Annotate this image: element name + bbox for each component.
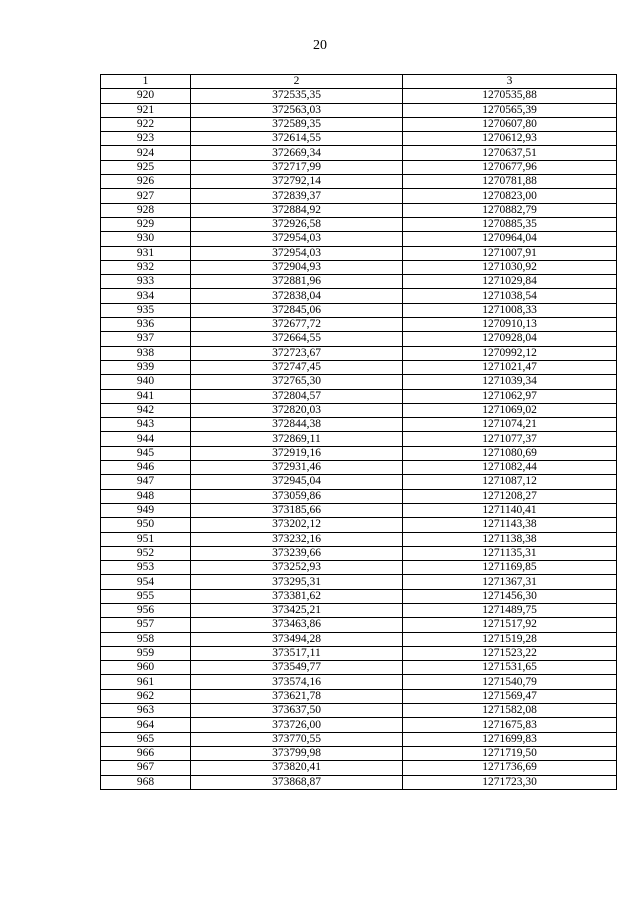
table-row	[101, 289, 617, 303]
y-coordinate-cell: 1270882,79	[403, 203, 617, 217]
point-number-cell: 952	[101, 546, 191, 560]
table-row	[101, 360, 617, 374]
point-number-cell: 934	[101, 289, 191, 303]
table-row	[101, 217, 617, 231]
x-coordinate-cell: 373059,86	[191, 489, 403, 503]
point-number-cell: 946	[101, 461, 191, 475]
y-coordinate-cell: 1271169,85	[403, 561, 617, 575]
column-header: 3	[403, 75, 617, 89]
table-row	[101, 375, 617, 389]
y-coordinate-cell: 1271038,54	[403, 289, 617, 303]
x-coordinate-cell: 372723,67	[191, 346, 403, 360]
x-coordinate-cell: 373185,66	[191, 503, 403, 517]
point-number-cell: 939	[101, 360, 191, 374]
point-number-cell: 936	[101, 318, 191, 332]
point-number-cell: 956	[101, 603, 191, 617]
table-row	[101, 704, 617, 718]
table-row	[101, 89, 617, 103]
y-coordinate-cell: 1271039,34	[403, 375, 617, 389]
table-row	[101, 589, 617, 603]
y-coordinate-cell: 1271699,83	[403, 732, 617, 746]
point-number-cell: 966	[101, 746, 191, 760]
x-coordinate-cell: 373574,16	[191, 675, 403, 689]
point-number-cell: 933	[101, 275, 191, 289]
y-coordinate-cell: 1271030,92	[403, 260, 617, 274]
x-coordinate-cell: 373621,78	[191, 689, 403, 703]
y-coordinate-cell: 1271531,65	[403, 661, 617, 675]
table-row	[101, 646, 617, 660]
point-number-cell: 958	[101, 632, 191, 646]
y-coordinate-cell: 1271062,97	[403, 389, 617, 403]
point-number-cell: 964	[101, 718, 191, 732]
table-row	[101, 746, 617, 760]
coordinates-table	[100, 74, 617, 790]
y-coordinate-cell: 1271080,69	[403, 446, 617, 460]
table-row	[101, 203, 617, 217]
x-coordinate-cell: 372820,03	[191, 403, 403, 417]
point-number-cell: 943	[101, 418, 191, 432]
table-row	[101, 389, 617, 403]
x-coordinate-cell: 372904,93	[191, 260, 403, 274]
table-row	[101, 189, 617, 203]
y-coordinate-cell: 1270964,04	[403, 232, 617, 246]
y-coordinate-cell: 1271029,84	[403, 275, 617, 289]
x-coordinate-cell: 372869,11	[191, 432, 403, 446]
point-number-cell: 950	[101, 518, 191, 532]
y-coordinate-cell: 1271736,69	[403, 761, 617, 775]
point-number-cell: 940	[101, 375, 191, 389]
x-coordinate-cell: 372792,14	[191, 175, 403, 189]
x-coordinate-cell: 372954,03	[191, 232, 403, 246]
point-number-cell: 926	[101, 175, 191, 189]
table-row	[101, 446, 617, 460]
table-row	[101, 732, 617, 746]
x-coordinate-cell: 372839,37	[191, 189, 403, 203]
point-number-cell: 968	[101, 775, 191, 789]
table-row	[101, 689, 617, 703]
table-row	[101, 503, 617, 517]
point-number-cell: 957	[101, 618, 191, 632]
point-number-cell: 962	[101, 689, 191, 703]
point-number-cell: 948	[101, 489, 191, 503]
point-number-cell: 920	[101, 89, 191, 103]
x-coordinate-cell: 373799,98	[191, 746, 403, 760]
point-number-cell: 960	[101, 661, 191, 675]
table-row	[101, 461, 617, 475]
y-coordinate-cell: 1271582,08	[403, 704, 617, 718]
y-coordinate-cell: 1270992,12	[403, 346, 617, 360]
point-number-cell: 928	[101, 203, 191, 217]
y-coordinate-cell: 1270677,96	[403, 160, 617, 174]
y-coordinate-cell: 1271021,47	[403, 360, 617, 374]
table-row	[101, 146, 617, 160]
y-coordinate-cell: 1270910,13	[403, 318, 617, 332]
y-coordinate-cell: 1270781,88	[403, 175, 617, 189]
point-number-cell: 941	[101, 389, 191, 403]
x-coordinate-cell: 373726,00	[191, 718, 403, 732]
y-coordinate-cell: 1271007,91	[403, 246, 617, 260]
table-row	[101, 246, 617, 260]
table-row	[101, 761, 617, 775]
y-coordinate-cell: 1270928,04	[403, 332, 617, 346]
point-number-cell: 923	[101, 132, 191, 146]
page-number: 20	[313, 38, 327, 53]
point-number-cell: 927	[101, 189, 191, 203]
table-row	[101, 532, 617, 546]
point-number-cell: 937	[101, 332, 191, 346]
table-row	[101, 418, 617, 432]
point-number-cell: 945	[101, 446, 191, 460]
point-number-cell: 932	[101, 260, 191, 274]
x-coordinate-cell: 373202,12	[191, 518, 403, 532]
point-number-cell: 951	[101, 532, 191, 546]
point-number-cell: 921	[101, 103, 191, 117]
column-header: 1	[101, 75, 191, 89]
x-coordinate-cell: 373232,16	[191, 532, 403, 546]
table-row	[101, 117, 617, 131]
point-number-cell: 922	[101, 117, 191, 131]
y-coordinate-cell: 1271140,41	[403, 503, 617, 517]
x-coordinate-cell: 372845,06	[191, 303, 403, 317]
x-coordinate-cell: 372765,30	[191, 375, 403, 389]
table-header	[101, 75, 617, 89]
table-row	[101, 303, 617, 317]
table-row	[101, 489, 617, 503]
y-coordinate-cell: 1271135,31	[403, 546, 617, 560]
point-number-cell: 967	[101, 761, 191, 775]
table-row	[101, 475, 617, 489]
y-coordinate-cell: 1271143,38	[403, 518, 617, 532]
table-row	[101, 661, 617, 675]
point-number-cell: 965	[101, 732, 191, 746]
point-number-cell: 955	[101, 589, 191, 603]
table-row	[101, 675, 617, 689]
table-row	[101, 260, 617, 274]
x-coordinate-cell: 373425,21	[191, 603, 403, 617]
x-coordinate-cell: 372717,99	[191, 160, 403, 174]
x-coordinate-cell: 372881,96	[191, 275, 403, 289]
x-coordinate-cell: 372669,34	[191, 146, 403, 160]
x-coordinate-cell: 373494,28	[191, 632, 403, 646]
x-coordinate-cell: 372664,55	[191, 332, 403, 346]
x-coordinate-cell: 372926,58	[191, 217, 403, 231]
y-coordinate-cell: 1270535,88	[403, 89, 617, 103]
x-coordinate-cell: 372804,57	[191, 389, 403, 403]
y-coordinate-cell: 1271208,27	[403, 489, 617, 503]
x-coordinate-cell: 372931,46	[191, 461, 403, 475]
table-row	[101, 575, 617, 589]
y-coordinate-cell: 1270637,51	[403, 146, 617, 160]
y-coordinate-cell: 1271082,44	[403, 461, 617, 475]
x-coordinate-cell: 372954,03	[191, 246, 403, 260]
table-row	[101, 718, 617, 732]
point-number-cell: 959	[101, 646, 191, 660]
table-row	[101, 175, 617, 189]
y-coordinate-cell: 1271675,83	[403, 718, 617, 732]
x-coordinate-cell: 372844,38	[191, 418, 403, 432]
y-coordinate-cell: 1271489,75	[403, 603, 617, 617]
point-number-cell: 930	[101, 232, 191, 246]
y-coordinate-cell: 1270565,39	[403, 103, 617, 117]
table-row	[101, 546, 617, 560]
table-row	[101, 432, 617, 446]
y-coordinate-cell: 1270885,35	[403, 217, 617, 231]
point-number-cell: 954	[101, 575, 191, 589]
y-coordinate-cell: 1271517,92	[403, 618, 617, 632]
y-coordinate-cell: 1270612,93	[403, 132, 617, 146]
point-number-cell: 931	[101, 246, 191, 260]
table-row	[101, 103, 617, 117]
y-coordinate-cell: 1271138,38	[403, 532, 617, 546]
point-number-cell: 925	[101, 160, 191, 174]
y-coordinate-cell: 1271074,21	[403, 418, 617, 432]
x-coordinate-cell: 373820,41	[191, 761, 403, 775]
point-number-cell: 949	[101, 503, 191, 517]
header-row	[101, 75, 617, 89]
y-coordinate-cell: 1271719,50	[403, 746, 617, 760]
point-number-cell: 953	[101, 561, 191, 575]
point-number-cell: 935	[101, 303, 191, 317]
table-row	[101, 318, 617, 332]
table-row	[101, 160, 617, 174]
y-coordinate-cell: 1271077,37	[403, 432, 617, 446]
table-row	[101, 332, 617, 346]
table-row	[101, 618, 617, 632]
y-coordinate-cell: 1270823,00	[403, 189, 617, 203]
x-coordinate-cell: 373381,62	[191, 589, 403, 603]
point-number-cell: 963	[101, 704, 191, 718]
x-coordinate-cell: 372677,72	[191, 318, 403, 332]
x-coordinate-cell: 372563,03	[191, 103, 403, 117]
y-coordinate-cell: 1270607,80	[403, 117, 617, 131]
x-coordinate-cell: 373463,86	[191, 618, 403, 632]
point-number-cell: 947	[101, 475, 191, 489]
x-coordinate-cell: 373770,55	[191, 732, 403, 746]
column-header: 2	[191, 75, 403, 89]
table-row	[101, 346, 617, 360]
x-coordinate-cell: 372884,92	[191, 203, 403, 217]
x-coordinate-cell: 372919,16	[191, 446, 403, 460]
point-number-cell: 929	[101, 217, 191, 231]
y-coordinate-cell: 1271069,02	[403, 403, 617, 417]
table-row	[101, 632, 617, 646]
x-coordinate-cell: 372614,55	[191, 132, 403, 146]
y-coordinate-cell: 1271087,12	[403, 475, 617, 489]
y-coordinate-cell: 1271723,30	[403, 775, 617, 789]
table-row	[101, 403, 617, 417]
x-coordinate-cell: 373637,50	[191, 704, 403, 718]
table-row	[101, 518, 617, 532]
x-coordinate-cell: 373549,77	[191, 661, 403, 675]
x-coordinate-cell: 373868,87	[191, 775, 403, 789]
table-row	[101, 603, 617, 617]
y-coordinate-cell: 1271519,28	[403, 632, 617, 646]
x-coordinate-cell: 372838,04	[191, 289, 403, 303]
table-row	[101, 775, 617, 789]
y-coordinate-cell: 1271523,22	[403, 646, 617, 660]
y-coordinate-cell: 1271008,33	[403, 303, 617, 317]
point-number-cell: 938	[101, 346, 191, 360]
x-coordinate-cell: 372589,35	[191, 117, 403, 131]
y-coordinate-cell: 1271456,30	[403, 589, 617, 603]
point-number-cell: 944	[101, 432, 191, 446]
x-coordinate-cell: 373295,31	[191, 575, 403, 589]
x-coordinate-cell: 373252,93	[191, 561, 403, 575]
table-body	[101, 89, 617, 790]
y-coordinate-cell: 1271540,79	[403, 675, 617, 689]
table-row	[101, 132, 617, 146]
x-coordinate-cell: 372535,35	[191, 89, 403, 103]
x-coordinate-cell: 372945,04	[191, 475, 403, 489]
x-coordinate-cell: 373517,11	[191, 646, 403, 660]
table-row	[101, 561, 617, 575]
point-number-cell: 961	[101, 675, 191, 689]
x-coordinate-cell: 372747,45	[191, 360, 403, 374]
table-row	[101, 232, 617, 246]
y-coordinate-cell: 1271569,47	[403, 689, 617, 703]
x-coordinate-cell: 373239,66	[191, 546, 403, 560]
table-row	[101, 275, 617, 289]
point-number-cell: 942	[101, 403, 191, 417]
point-number-cell: 924	[101, 146, 191, 160]
y-coordinate-cell: 1271367,31	[403, 575, 617, 589]
